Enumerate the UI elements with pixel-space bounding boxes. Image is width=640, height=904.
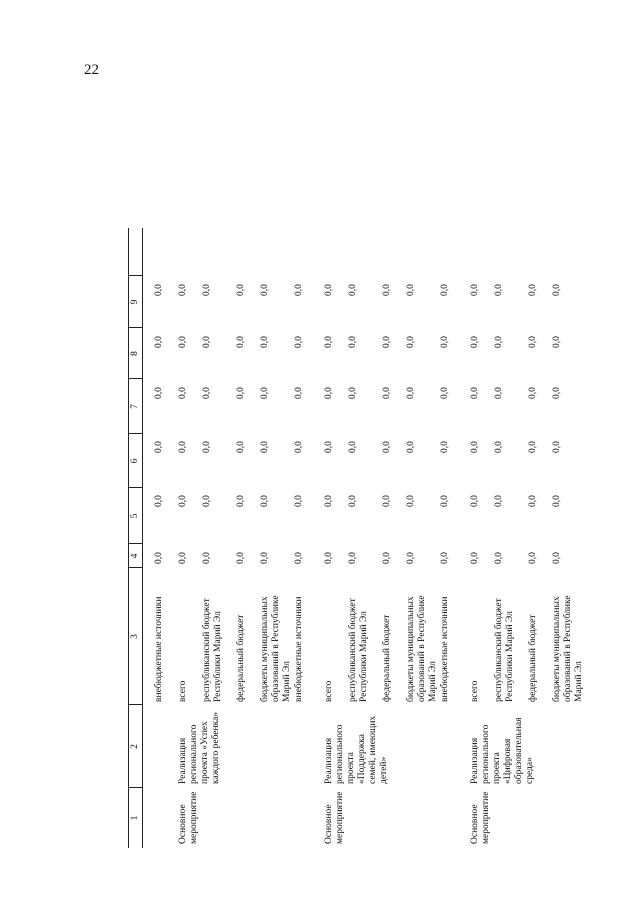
activity-type: Основное мероприятие	[324, 791, 345, 844]
funding-source: республиканский бюджет Республики Марий Эл	[202, 598, 223, 702]
value-cell: 0,0	[406, 336, 416, 348]
value-cell: 0,0	[260, 336, 270, 348]
value-cell: 0,0	[202, 284, 212, 296]
funding-source: внебюджетные источники	[154, 596, 164, 702]
value-cell: 0,0	[324, 387, 334, 399]
value-cell: 0,0	[324, 336, 334, 348]
funding-source: всего	[324, 680, 334, 702]
value-cell: 0,0	[406, 387, 416, 399]
value-cell: 0,0	[236, 284, 246, 296]
funding-source: республиканский бюджет Республики Марий Эл	[348, 598, 369, 702]
activity-name: Реализация регионального проекта «Успех каждого ребенка»	[178, 711, 221, 784]
funding-source: всего	[470, 680, 480, 702]
value-cell: 0,0	[324, 495, 334, 507]
value-cell: 0,0	[154, 441, 164, 453]
funding-source: федеральный бюджет	[236, 614, 246, 702]
value-cell: 0,0	[382, 441, 392, 453]
value-cell: 0,0	[236, 495, 246, 507]
value-cell: 0,0	[470, 336, 480, 348]
value-cell: 0,0	[406, 552, 416, 564]
value-cell: 0,0	[348, 552, 358, 564]
column-header: 1	[130, 815, 140, 821]
value-cell: 0,0	[154, 495, 164, 507]
value-cell: 0,0	[382, 387, 392, 399]
value-cell: 0,0	[528, 495, 538, 507]
value-cell: 0,0	[202, 336, 212, 348]
value-cell: 0,0	[294, 284, 304, 296]
header-bottom-border	[142, 228, 143, 848]
funding-source: бюджеты муниципальных образований в Республике Марий Эл	[552, 595, 584, 702]
value-cell: 0,0	[236, 387, 246, 399]
value-cell: 0,0	[236, 441, 246, 453]
activity-type: Основное мероприятие	[178, 791, 199, 844]
value-cell: 0,0	[178, 495, 188, 507]
value-cell: 0,0	[440, 284, 450, 296]
value-cell: 0,0	[528, 441, 538, 453]
value-cell: 0,0	[294, 387, 304, 399]
value-cell: 0,0	[470, 284, 480, 296]
value-cell: 0,0	[294, 552, 304, 564]
funding-source: всего	[178, 680, 188, 702]
value-cell: 0,0	[202, 387, 212, 399]
value-cell: 0,0	[324, 441, 334, 453]
value-cell: 0,0	[202, 495, 212, 507]
value-cell: 0,0	[494, 336, 504, 348]
value-cell: 0,0	[236, 336, 246, 348]
financing-table	[128, 130, 584, 848]
value-cell: 0,0	[494, 495, 504, 507]
value-cell: 0,0	[324, 552, 334, 564]
funding-source: бюджеты муниципальных образований в Республике Марий Эл	[260, 595, 292, 702]
value-cell: 0,0	[348, 284, 358, 296]
value-cell: 0,0	[294, 336, 304, 348]
value-cell: 0,0	[348, 387, 358, 399]
value-cell: 0,0	[528, 387, 538, 399]
value-cell: 0,0	[440, 336, 450, 348]
funding-source: внебюджетные источники	[440, 596, 450, 702]
funding-source: республиканский бюджет Республики Марий Эл	[494, 598, 515, 702]
value-cell: 0,0	[202, 441, 212, 453]
value-cell: 0,0	[552, 387, 562, 399]
funding-source: бюджеты муниципальных образований в Республике Марий Эл	[406, 595, 438, 702]
column-header: 7	[130, 404, 140, 409]
value-cell: 0,0	[202, 552, 212, 564]
value-cell: 0,0	[348, 495, 358, 507]
value-cell: 0,0	[440, 495, 450, 507]
value-cell: 0,0	[260, 441, 270, 453]
value-cell: 0,0	[294, 441, 304, 453]
value-cell: 0,0	[382, 495, 392, 507]
column-header: 3	[130, 634, 140, 639]
value-cell: 0,0	[178, 336, 188, 348]
value-cell: 0,0	[178, 284, 188, 296]
value-cell: 0,0	[406, 284, 416, 296]
value-cell: 0,0	[440, 441, 450, 453]
value-cell: 0,0	[260, 387, 270, 399]
funding-source: внебюджетные источники	[294, 596, 304, 702]
value-cell: 0,0	[178, 387, 188, 399]
value-cell: 0,0	[494, 284, 504, 296]
value-cell: 0,0	[470, 552, 480, 564]
value-cell: 0,0	[382, 336, 392, 348]
column-header: 2	[130, 744, 140, 749]
value-cell: 0,0	[470, 441, 480, 453]
value-cell: 0,0	[294, 495, 304, 507]
value-cell: 0,0	[406, 495, 416, 507]
activity-type: Основное мероприятие	[470, 791, 491, 844]
value-cell: 0,0	[552, 284, 562, 296]
value-cell: 0,0	[260, 495, 270, 507]
funding-source: федеральный бюджет	[528, 614, 538, 702]
value-cell: 0,0	[494, 387, 504, 399]
value-cell: 0,0	[236, 552, 246, 564]
value-cell: 0,0	[552, 495, 562, 507]
value-cell: 0,0	[440, 387, 450, 399]
value-cell: 0,0	[154, 284, 164, 296]
value-cell: 0,0	[494, 552, 504, 564]
value-cell: 0,0	[552, 441, 562, 453]
value-cell: 0,0	[528, 284, 538, 296]
value-cell: 0,0	[260, 284, 270, 296]
value-cell: 0,0	[494, 441, 504, 453]
activity-name: Реализация регионального проекта «Поддержка семей, имеющих детей»	[324, 715, 389, 784]
value-cell: 0,0	[178, 441, 188, 453]
value-cell: 0,0	[528, 552, 538, 564]
value-cell: 0,0	[528, 336, 538, 348]
value-cell: 0,0	[470, 495, 480, 507]
column-header: 4	[130, 553, 140, 559]
value-cell: 0,0	[552, 336, 562, 348]
page-number: 22	[84, 62, 99, 78]
value-cell: 0,0	[154, 552, 164, 564]
value-cell: 0,0	[260, 552, 270, 564]
column-header: 5	[130, 513, 140, 519]
funding-source: федеральный бюджет	[382, 614, 392, 702]
value-cell: 0,0	[440, 552, 450, 564]
value-cell: 0,0	[324, 284, 334, 296]
value-cell: 0,0	[178, 552, 188, 564]
value-cell: 0,0	[348, 336, 358, 348]
column-header: 9	[130, 299, 140, 305]
value-cell: 0,0	[348, 441, 358, 453]
activity-name: Реализация регионального проекта «Цифровая образовательная среда»	[470, 717, 535, 784]
column-header: 6	[130, 458, 140, 464]
value-cell: 0,0	[552, 552, 562, 564]
value-cell: 0,0	[470, 387, 480, 399]
value-cell: 0,0	[154, 387, 164, 399]
value-cell: 0,0	[382, 284, 392, 296]
column-header: 8	[130, 351, 140, 356]
value-cell: 0,0	[154, 336, 164, 348]
value-cell: 0,0	[406, 441, 416, 453]
value-cell: 0,0	[382, 552, 392, 564]
